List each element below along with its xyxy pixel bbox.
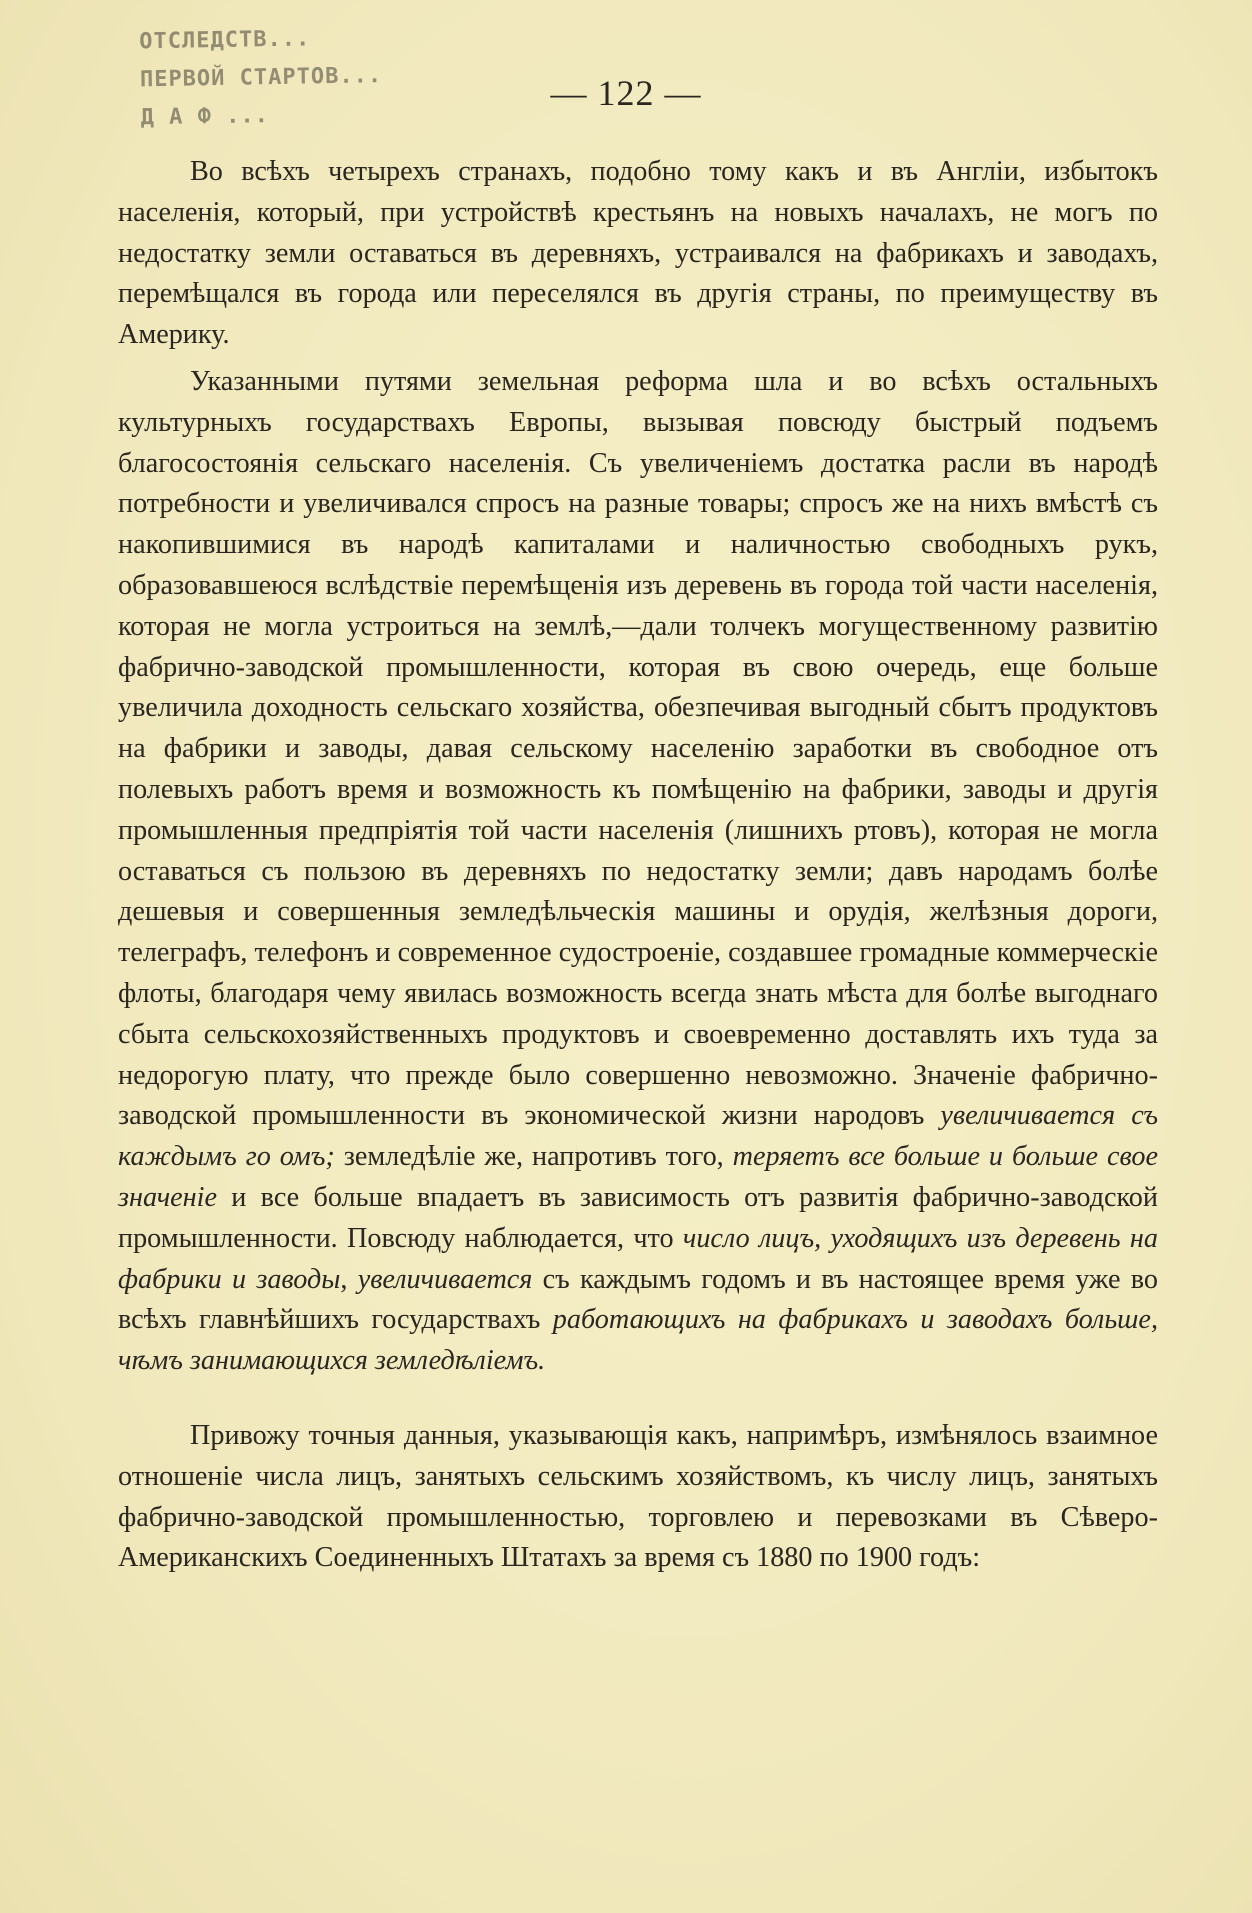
stamp-line: ОТСЛЕДСТВ... [139, 26, 311, 55]
italic-run: увеличивается съ каждымъ го омъ; [118, 1100, 1158, 1173]
italic-run: теряетъ все больше и больше свое значеніе [118, 1141, 1158, 1213]
text-run: Указанными путями земельная реформа шла и во всѣхъ остальныхъ культурныхъ государствахъ Европы, вызывая повсюду быстрый подъемъ благосостоянія сельскаго населенія. Съ увеличеніемъ достатка расли въ народѣ потребности и увеличивался спросъ на разные товары; спросъ же на нихъ вмѣстѣ съ накопившимися въ народѣ капиталами и наличностью свободныхъ рукъ, образовавшеюся вслѣдствіе перемѣщенія изъ деревень въ города той части населенія, которая не могла устроиться на землѣ,—дали толчекъ могущественному развитію фабрично-заводской промышленности, которая въ свою очередь, еще больше увеличила доходность сельскаго хозяйства, обезпечивая выгодный сбытъ продуктовъ на фабрики и заводы, давая сельскому населенію заработки въ свободное отъ полевыхъ работъ время и возможность къ помѣщенію на фабрики, заводы и другія промышленныя предпріятія той части населенія (лишнихъ ртовъ), которая не могла оставаться съ пользою въ деревняхъ по недостатку земли; давъ народамъ болѣе дешевыя и совершенныя земледѣльческія машины и орудія, желѣзныя дороги, телеграфъ, телефонъ и современное судостроеніе, создавшее громадные коммерческіе флоты, благодаря чему явилась возможность всегда знать мѣста для болѣе выгоднаго сбыта сельскохозяйственныхъ продуктовъ и своевременно доставлять ихъ туда за недорогую плату, что прежде было совершенно невозможно. Значеніе фабрично-заводской промышленности въ экономической жизни народовъ [118, 365, 1158, 1132]
italic-run: работающихъ на фабрикахъ и заводахъ больше, чѣмъ занимающихся земледѣліемъ. [118, 1304, 1158, 1377]
italic-run: увеличивается [357, 1263, 533, 1295]
page-number: — 122 — [550, 73, 702, 113]
paragraph [118, 362, 1158, 1382]
body-text [118, 152, 1158, 1579]
italic-run: число лицъ, уходящихъ изъ деревень на фабрики и заводы [118, 1222, 1159, 1295]
text-run: земледѣліе же, напротивъ того, [334, 1141, 733, 1173]
text-run: и все больше впадаетъ въ зависимость отъ развитія фабрично-заводской промышленности. Повсюду наблюдается, что [118, 1181, 1158, 1254]
text-run: , [340, 1263, 358, 1295]
stamp-line: Д А Ф ... [140, 103, 270, 131]
text-run: съ каждымъ годомъ и въ настоящее время уже во всѣхъ главнѣйшихъ государствахъ [118, 1263, 1159, 1336]
paragraph: Во всѣхъ четырехъ странахъ, подобно тому какъ и въ Англіи, избытокъ населенія, который, при устройствѣ крестьянъ на новыхъ началахъ, не могъ по недостатку земли оставаться въ деревняхъ, устраивался на фабрикахъ и заводахъ, перемѣщался въ города или переселялся въ другія страны, по преимуществу въ Америку. [118, 156, 1158, 351]
stamp-line: ПЕРВОЙ СТАРТОВ... [139, 63, 383, 93]
paragraph: Привожу точныя данныя, указывающія какъ, напримѣръ, измѣнялось взаимное отношеніе числа лицъ, занятыхъ сельскимъ хозяйствомъ, къ числу лицъ, занятыхъ фабрично-заводской промышленностью, торговлею и перевозками въ Сѣверо-Американскихъ Соединенныхъ Штатахъ за время съ 1880 по 1900 годъ: [118, 1419, 1158, 1574]
